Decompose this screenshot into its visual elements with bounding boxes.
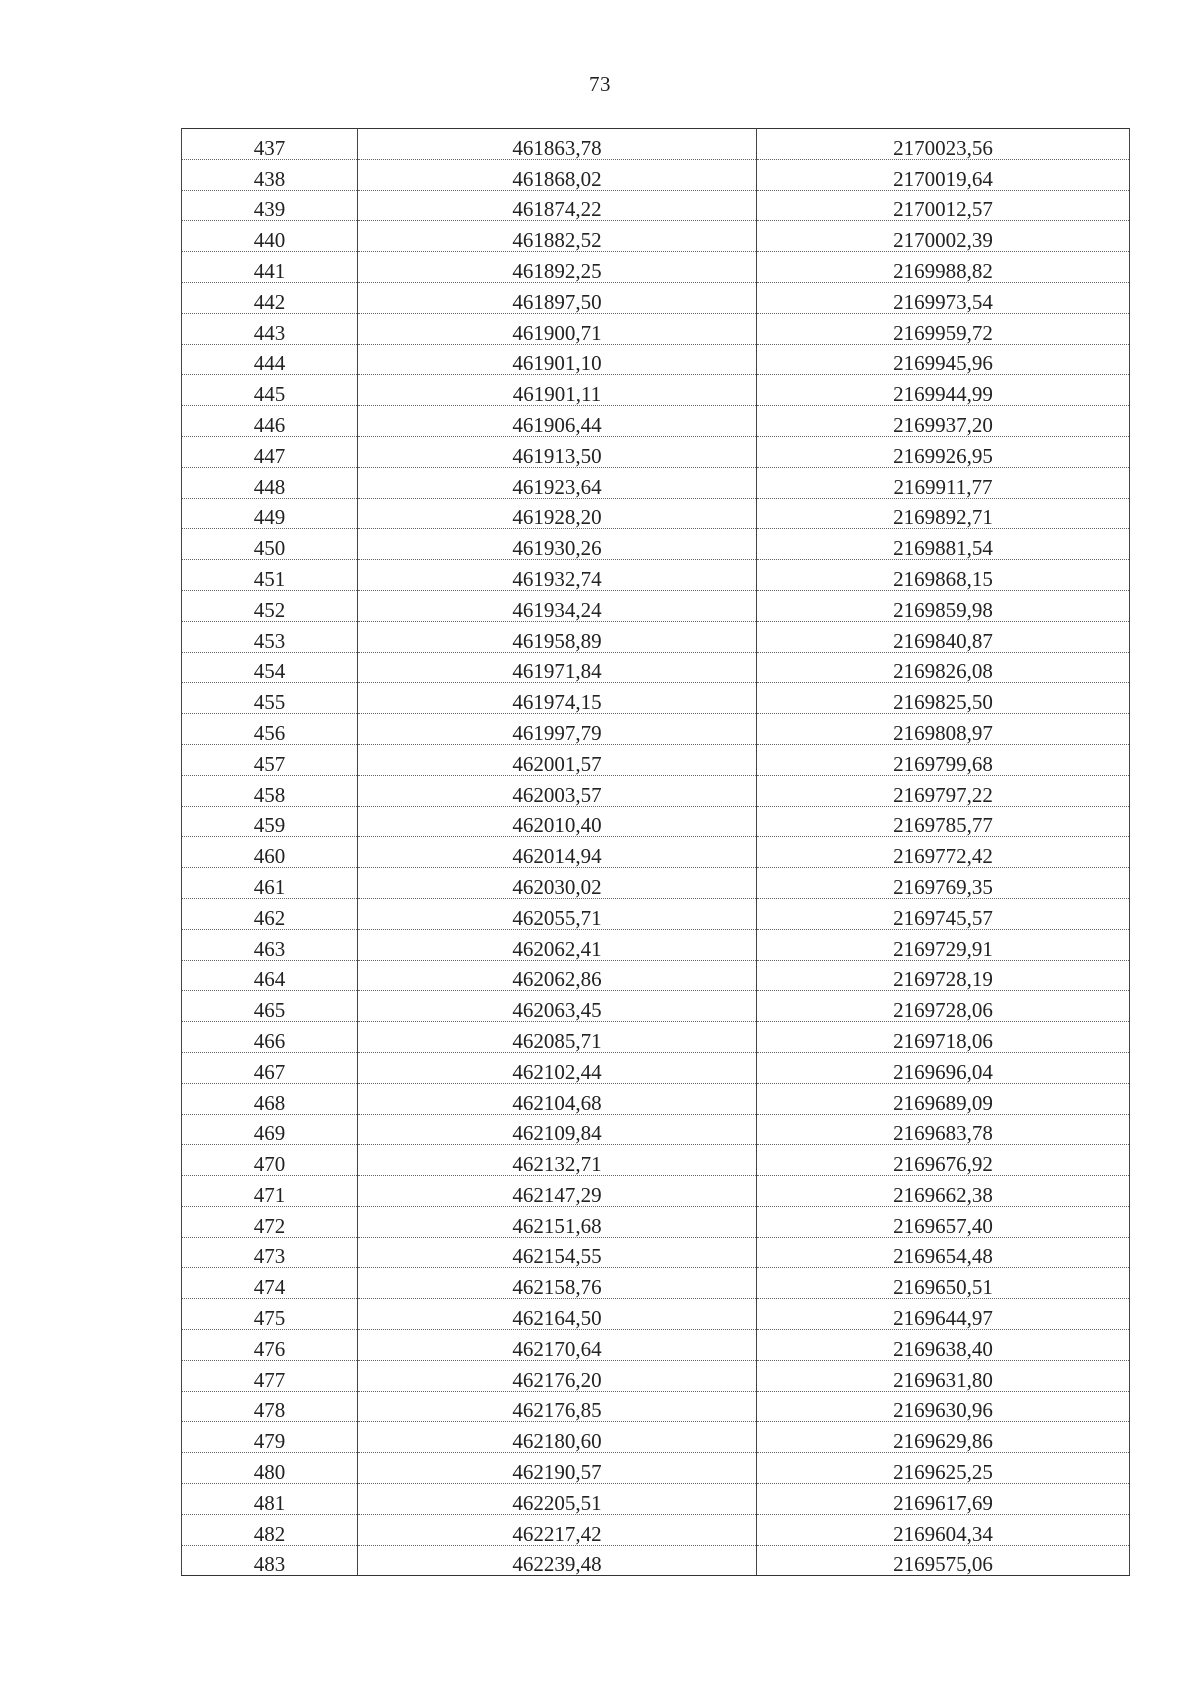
x-coordinate-cell: 461882,52 <box>358 221 757 252</box>
y-coordinate-cell: 2169683,78 <box>757 1114 1130 1145</box>
point-number-cell: 451 <box>182 560 358 591</box>
point-number-cell: 453 <box>182 621 358 652</box>
y-coordinate-cell: 2169945,96 <box>757 344 1130 375</box>
point-number-cell: 472 <box>182 1206 358 1237</box>
y-coordinate-cell: 2169604,34 <box>757 1514 1130 1545</box>
table-row <box>182 1299 1130 1330</box>
point-number-cell: 473 <box>182 1237 358 1268</box>
y-coordinate-cell: 2169799,68 <box>757 744 1130 775</box>
x-coordinate-cell: 461874,22 <box>358 190 757 221</box>
y-coordinate-cell: 2169944,99 <box>757 375 1130 406</box>
coordinates-table-body <box>182 129 1130 1576</box>
x-coordinate-cell: 462062,86 <box>358 960 757 991</box>
point-number-cell: 438 <box>182 159 358 190</box>
point-number-cell: 460 <box>182 837 358 868</box>
x-coordinate-cell: 462151,68 <box>358 1206 757 1237</box>
x-coordinate-cell: 462063,45 <box>358 991 757 1022</box>
x-coordinate-cell: 461868,02 <box>358 159 757 190</box>
table-row <box>182 282 1130 313</box>
x-coordinate-cell: 462132,71 <box>358 1145 757 1176</box>
table-row <box>182 775 1130 806</box>
x-coordinate-cell: 461958,89 <box>358 621 757 652</box>
x-coordinate-cell: 462010,40 <box>358 806 757 837</box>
y-coordinate-cell: 2170002,39 <box>757 221 1130 252</box>
table-row <box>182 1514 1130 1545</box>
y-coordinate-cell: 2169638,40 <box>757 1330 1130 1361</box>
x-coordinate-cell: 461913,50 <box>358 436 757 467</box>
point-number-cell: 447 <box>182 436 358 467</box>
y-coordinate-cell: 2169728,19 <box>757 960 1130 991</box>
point-number-cell: 458 <box>182 775 358 806</box>
table-row <box>182 1176 1130 1207</box>
point-number-cell: 454 <box>182 652 358 683</box>
y-coordinate-cell: 2169745,57 <box>757 898 1130 929</box>
point-number-cell: 465 <box>182 991 358 1022</box>
y-coordinate-cell: 2169825,50 <box>757 683 1130 714</box>
x-coordinate-cell: 461923,64 <box>358 467 757 498</box>
table-row <box>182 714 1130 745</box>
x-coordinate-cell: 461892,25 <box>358 252 757 283</box>
point-number-cell: 462 <box>182 898 358 929</box>
y-coordinate-cell: 2169826,08 <box>757 652 1130 683</box>
table-row <box>182 436 1130 467</box>
point-number-cell: 469 <box>182 1114 358 1145</box>
y-coordinate-cell: 2169785,77 <box>757 806 1130 837</box>
x-coordinate-cell: 462030,02 <box>358 868 757 899</box>
y-coordinate-cell: 2169937,20 <box>757 406 1130 437</box>
page-number: 73 <box>589 72 611 96</box>
table-row <box>182 129 1130 160</box>
y-coordinate-cell: 2169769,35 <box>757 868 1130 899</box>
table-row <box>182 621 1130 652</box>
table-row <box>182 1237 1130 1268</box>
point-number-cell: 449 <box>182 498 358 529</box>
point-number-cell: 448 <box>182 467 358 498</box>
point-number-cell: 477 <box>182 1360 358 1391</box>
table-row <box>182 1391 1130 1422</box>
x-coordinate-cell: 461928,20 <box>358 498 757 529</box>
y-coordinate-cell: 2169625,25 <box>757 1453 1130 1484</box>
x-coordinate-cell: 461897,50 <box>358 282 757 313</box>
point-number-cell: 459 <box>182 806 358 837</box>
y-coordinate-cell: 2169973,54 <box>757 282 1130 313</box>
x-coordinate-cell: 461863,78 <box>358 129 757 160</box>
x-coordinate-cell: 461997,79 <box>358 714 757 745</box>
point-number-cell: 446 <box>182 406 358 437</box>
table-row <box>182 1114 1130 1145</box>
x-coordinate-cell: 462190,57 <box>358 1453 757 1484</box>
point-number-cell: 475 <box>182 1299 358 1330</box>
table-row <box>182 190 1130 221</box>
y-coordinate-cell: 2169728,06 <box>757 991 1130 1022</box>
x-coordinate-cell: 462085,71 <box>358 1022 757 1053</box>
y-coordinate-cell: 2169881,54 <box>757 529 1130 560</box>
y-coordinate-cell: 2169988,82 <box>757 252 1130 283</box>
coordinates-table <box>181 128 1130 1576</box>
y-coordinate-cell: 2169808,97 <box>757 714 1130 745</box>
x-coordinate-cell: 462158,76 <box>358 1268 757 1299</box>
table-row <box>182 1545 1130 1576</box>
y-coordinate-cell: 2169654,48 <box>757 1237 1130 1268</box>
x-coordinate-cell: 462217,42 <box>358 1514 757 1545</box>
y-coordinate-cell: 2169696,04 <box>757 1052 1130 1083</box>
table-row <box>182 960 1130 991</box>
point-number-cell: 471 <box>182 1176 358 1207</box>
y-coordinate-cell: 2169868,15 <box>757 560 1130 591</box>
y-coordinate-cell: 2169718,06 <box>757 1022 1130 1053</box>
point-number-cell: 480 <box>182 1453 358 1484</box>
point-number-cell: 474 <box>182 1268 358 1299</box>
table-row <box>182 221 1130 252</box>
x-coordinate-cell: 462164,50 <box>358 1299 757 1330</box>
point-number-cell: 466 <box>182 1022 358 1053</box>
table-row <box>182 252 1130 283</box>
x-coordinate-cell: 462147,29 <box>358 1176 757 1207</box>
y-coordinate-cell: 2169617,69 <box>757 1484 1130 1515</box>
point-number-cell: 456 <box>182 714 358 745</box>
y-coordinate-cell: 2169859,98 <box>757 590 1130 621</box>
y-coordinate-cell: 2169629,86 <box>757 1422 1130 1453</box>
y-coordinate-cell: 2169631,80 <box>757 1360 1130 1391</box>
y-coordinate-cell: 2169772,42 <box>757 837 1130 868</box>
point-number-cell: 467 <box>182 1052 358 1083</box>
table-row <box>182 744 1130 775</box>
table-row <box>182 1145 1130 1176</box>
table-row <box>182 529 1130 560</box>
x-coordinate-cell: 462170,64 <box>358 1330 757 1361</box>
x-coordinate-cell: 461901,10 <box>358 344 757 375</box>
x-coordinate-cell: 462055,71 <box>358 898 757 929</box>
x-coordinate-cell: 462003,57 <box>358 775 757 806</box>
y-coordinate-cell: 2170023,56 <box>757 129 1130 160</box>
table-row <box>182 683 1130 714</box>
x-coordinate-cell: 462109,84 <box>358 1114 757 1145</box>
x-coordinate-cell: 461900,71 <box>358 313 757 344</box>
table-row <box>182 806 1130 837</box>
table-row <box>182 159 1130 190</box>
table-row <box>182 1022 1130 1053</box>
y-coordinate-cell: 2169911,77 <box>757 467 1130 498</box>
x-coordinate-cell: 462062,41 <box>358 929 757 960</box>
y-coordinate-cell: 2169797,22 <box>757 775 1130 806</box>
table-row <box>182 467 1130 498</box>
y-coordinate-cell: 2169644,97 <box>757 1299 1130 1330</box>
point-number-cell: 468 <box>182 1083 358 1114</box>
point-number-cell: 479 <box>182 1422 358 1453</box>
x-coordinate-cell: 461906,44 <box>358 406 757 437</box>
x-coordinate-cell: 462176,85 <box>358 1391 757 1422</box>
table-row <box>182 375 1130 406</box>
y-coordinate-cell: 2169729,91 <box>757 929 1130 960</box>
y-coordinate-cell: 2169926,95 <box>757 436 1130 467</box>
x-coordinate-cell: 462205,51 <box>358 1484 757 1515</box>
x-coordinate-cell: 462176,20 <box>358 1360 757 1391</box>
point-number-cell: 440 <box>182 221 358 252</box>
table-row <box>182 1453 1130 1484</box>
point-number-cell: 442 <box>182 282 358 313</box>
y-coordinate-cell: 2169575,06 <box>757 1545 1130 1576</box>
y-coordinate-cell: 2170012,57 <box>757 190 1130 221</box>
point-number-cell: 443 <box>182 313 358 344</box>
x-coordinate-cell: 461974,15 <box>358 683 757 714</box>
table-row <box>182 929 1130 960</box>
point-number-cell: 461 <box>182 868 358 899</box>
table-row <box>182 1422 1130 1453</box>
x-coordinate-cell: 461971,84 <box>358 652 757 683</box>
point-number-cell: 483 <box>182 1545 358 1576</box>
table-row <box>182 652 1130 683</box>
point-number-cell: 455 <box>182 683 358 714</box>
y-coordinate-cell: 2169689,09 <box>757 1083 1130 1114</box>
point-number-cell: 463 <box>182 929 358 960</box>
x-coordinate-cell: 461901,11 <box>358 375 757 406</box>
point-number-cell: 437 <box>182 129 358 160</box>
y-coordinate-cell: 2169657,40 <box>757 1206 1130 1237</box>
table-row <box>182 837 1130 868</box>
point-number-cell: 476 <box>182 1330 358 1361</box>
x-coordinate-cell: 462104,68 <box>358 1083 757 1114</box>
y-coordinate-cell: 2169630,96 <box>757 1391 1130 1422</box>
y-coordinate-cell: 2169662,38 <box>757 1176 1130 1207</box>
point-number-cell: 450 <box>182 529 358 560</box>
point-number-cell: 441 <box>182 252 358 283</box>
x-coordinate-cell: 462001,57 <box>358 744 757 775</box>
x-coordinate-cell: 462154,55 <box>358 1237 757 1268</box>
point-number-cell: 481 <box>182 1484 358 1515</box>
table-row <box>182 1052 1130 1083</box>
point-number-cell: 478 <box>182 1391 358 1422</box>
table-row <box>182 498 1130 529</box>
table-row <box>182 868 1130 899</box>
point-number-cell: 445 <box>182 375 358 406</box>
table-row <box>182 344 1130 375</box>
y-coordinate-cell: 2170019,64 <box>757 159 1130 190</box>
x-coordinate-cell: 462239,48 <box>358 1545 757 1576</box>
table-row <box>182 991 1130 1022</box>
table-row <box>182 1330 1130 1361</box>
x-coordinate-cell: 462180,60 <box>358 1422 757 1453</box>
x-coordinate-cell: 461934,24 <box>358 590 757 621</box>
table-row <box>182 560 1130 591</box>
table-row <box>182 1268 1130 1299</box>
point-number-cell: 452 <box>182 590 358 621</box>
x-coordinate-cell: 462102,44 <box>358 1052 757 1083</box>
table-row <box>182 1083 1130 1114</box>
y-coordinate-cell: 2169840,87 <box>757 621 1130 652</box>
point-number-cell: 457 <box>182 744 358 775</box>
point-number-cell: 470 <box>182 1145 358 1176</box>
point-number-cell: 439 <box>182 190 358 221</box>
y-coordinate-cell: 2169650,51 <box>757 1268 1130 1299</box>
table-row <box>182 313 1130 344</box>
y-coordinate-cell: 2169892,71 <box>757 498 1130 529</box>
x-coordinate-cell: 461932,74 <box>358 560 757 591</box>
y-coordinate-cell: 2169959,72 <box>757 313 1130 344</box>
table-row <box>182 1206 1130 1237</box>
x-coordinate-cell: 461930,26 <box>358 529 757 560</box>
x-coordinate-cell: 462014,94 <box>358 837 757 868</box>
table-row <box>182 590 1130 621</box>
table-row <box>182 898 1130 929</box>
point-number-cell: 444 <box>182 344 358 375</box>
point-number-cell: 482 <box>182 1514 358 1545</box>
y-coordinate-cell: 2169676,92 <box>757 1145 1130 1176</box>
table-row <box>182 1484 1130 1515</box>
point-number-cell: 464 <box>182 960 358 991</box>
table-row <box>182 406 1130 437</box>
table-row <box>182 1360 1130 1391</box>
